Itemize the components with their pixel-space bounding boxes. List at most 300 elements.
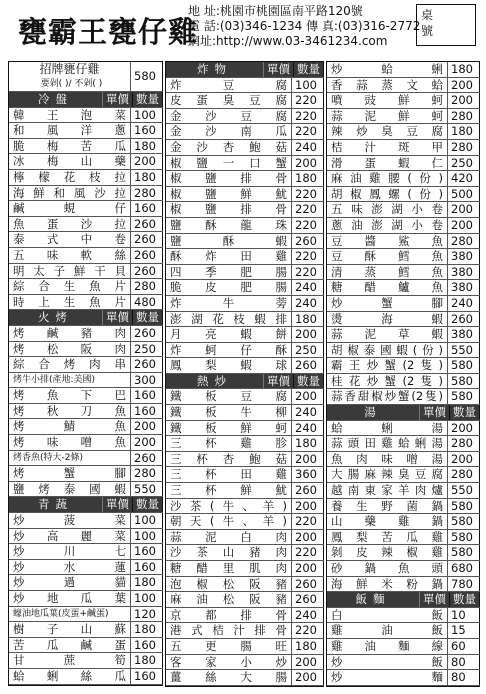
menu-item-price: 420 [448,171,480,186]
menu-item[interactable] [166,436,324,452]
menu-item[interactable] [9,482,163,498]
menu-item[interactable] [166,124,324,140]
menu-item-name: 三杯田雞 [166,467,292,482]
menu-item[interactable] [9,342,163,358]
menu-item[interactable] [9,217,163,233]
menu-item-price: 240 [292,140,324,155]
section-header-2-22 [327,405,480,421]
website-line: 網址:http://www.03-3461234.com [188,34,388,48]
menu-item-name: 綜合生魚片 [9,279,131,294]
menu-item[interactable] [166,545,324,561]
menu-item-price: 260 [292,592,324,607]
menu-item-name: 鐵板牛柳 [166,405,292,420]
menu-item[interactable] [9,451,163,467]
menu-item[interactable] [327,140,480,156]
menu-item-price: 500 [448,187,480,202]
menu-item[interactable] [327,623,480,639]
menu-item-price: 180 [131,139,163,154]
menu-item[interactable] [9,154,163,170]
menu-item-price: 380 [448,327,480,342]
menu-item[interactable] [166,156,324,172]
menu-item-price: 200 [131,419,163,434]
section-title: 冷盤 [9,92,103,107]
menu-item[interactable] [9,264,163,280]
menu-item-name: 鐵板鮮蚵 [166,421,292,436]
signature-dish-row[interactable] [9,62,163,92]
menu-item-price: 180 [131,653,163,668]
menu-item-name: 雞油麵線 [327,639,448,654]
menu-item[interactable] [166,499,324,515]
menu-item[interactable] [166,561,324,577]
menu-item-price: 550 [448,343,480,358]
menu-item-price: 240 [292,608,324,623]
menu-item-price: 280 [448,467,480,482]
menu-item[interactable] [327,608,480,624]
menu-item-name: 蒜泥草蝦 [327,327,448,342]
menu-item[interactable] [9,326,163,342]
menu-item[interactable] [327,483,480,499]
menu-item-price: 180 [292,436,324,451]
menu-item[interactable] [166,467,324,483]
menu-item[interactable] [166,93,324,109]
menu-item-price: 380 [448,280,480,295]
menu-item-name: 鹽酥蝦 [166,234,292,249]
menu-item-name: 蠔油地瓜葉(皮蛋+鹹蛋) [9,607,131,622]
menu-item-price: 200 [448,78,480,93]
menu-item-price: 200 [448,421,480,436]
menu-item-name: 椒鹽一口蟹 [166,156,292,171]
menu-item-name: 脆皮肥腸 [166,280,292,295]
menu-item[interactable] [166,140,324,156]
menu-item-price: 260 [131,326,163,341]
menu-item[interactable] [9,419,163,435]
menu-item-name: 烤香魚(特大-2條) [9,451,131,466]
menu-item[interactable] [166,655,324,671]
menu-column-1 [8,61,163,686]
menu-item[interactable] [9,139,163,155]
menu-item-price: 160 [131,388,163,403]
menu-item[interactable] [327,530,480,546]
menu-item-name: 養生野菌鍋 [327,499,448,514]
menu-item-name: 炒過貓 [9,575,131,590]
menu-item-name: 越南東家羊肉爐 [327,483,448,498]
menu-item-name: 炒麵 [327,670,448,685]
menu-item-name: 鳳梨蝦球 [166,358,292,373]
menu-item-name: 烤松阪肉 [9,342,131,357]
qty-header: 數量 [450,405,480,420]
menu-item[interactable] [9,653,163,669]
menu-item[interactable] [327,545,480,561]
menu-item-price: 280 [131,279,163,294]
menu-item[interactable] [166,358,324,374]
menu-item-name: 韓王泡菜 [9,108,131,123]
restaurant-logo-title: 甕霸王甕仔雞 [18,15,199,49]
menu-item[interactable] [327,561,480,577]
menu-item-name: 椒鹽排骨 [166,202,292,217]
menu-item[interactable] [327,452,480,468]
menu-item-price: 220 [292,109,324,124]
table-number-box[interactable]: 桌 號 [416,4,476,46]
menu-item[interactable] [327,436,480,452]
menu-item-price: 160 [131,201,163,216]
menu-item-price: 240 [292,421,324,436]
menu-item-price: 100 [131,513,163,528]
menu-item[interactable] [166,296,324,312]
qty-header: 數量 [450,592,480,607]
menu-item-name: 檸檬花枝拉 [9,170,131,185]
menu-item[interactable] [327,202,480,218]
menu-item[interactable] [166,608,324,624]
menu-item[interactable] [166,483,324,499]
menu-item[interactable] [9,186,163,202]
menu-item[interactable] [327,280,480,296]
menu-item-name: 豆酥鱈魚 [327,249,448,264]
menu-item[interactable] [327,187,480,203]
menu-item[interactable] [166,78,324,94]
menu-item[interactable] [327,577,480,593]
menu-item-price: 280 [448,140,480,155]
menu-item-name: 糖醋鱸魚 [327,280,448,295]
menu-item[interactable] [166,109,324,125]
menu-item-price: 220 [292,514,324,529]
menu-item-price: 80 [448,670,480,685]
qty-header: 數量 [133,310,163,325]
menu-item-price: 260 [292,234,324,249]
menu-item-price: 100 [131,108,163,123]
menu-item[interactable] [166,670,324,686]
menu-item[interactable] [166,171,324,187]
menu-item-price: 380 [448,265,480,280]
menu-item-name: 烤蟹腳 [9,466,131,481]
menu-item-price: 100 [131,591,163,606]
qty-header: 數量 [133,92,163,107]
menu-item-price: 160 [131,638,163,653]
menu-item-price: 220 [292,218,324,233]
menu-item-price: 580 [448,358,480,373]
menu-item-price: 200 [292,670,324,685]
menu-item[interactable] [9,560,163,576]
price-header: 單價 [420,405,450,420]
menu-item[interactable] [327,218,480,234]
menu-item-name: 魚蛋沙拉 [9,217,131,232]
price-header: 單價 [103,310,133,325]
menu-item[interactable] [9,232,163,248]
price-header: 單價 [420,592,450,607]
menu-item[interactable] [327,670,480,686]
menu-item-price: 220 [292,202,324,217]
menu-item-name: 麻油雞腰(份) [327,171,448,186]
menu-item[interactable] [166,405,324,421]
menu-item[interactable] [327,62,480,78]
menu-item-name: 三杯杏鮑菇 [166,452,292,467]
menu-item[interactable] [9,201,163,217]
menu-item-price: 380 [448,249,480,264]
menu-item[interactable] [9,591,163,607]
menu-item-name: 蛤蜊湯 [327,421,448,436]
menu-item[interactable] [166,389,324,405]
menu-item-name: 客家小炒 [166,655,292,670]
section-title: 火烤 [9,310,103,325]
phone-line: 電 話:(03)346-1234 傳 真:(03)316-2772 [188,19,421,33]
menu-item-price: 550 [448,483,480,498]
menu-item[interactable] [9,513,163,529]
menu-item-name: 炒水蓮 [9,560,131,575]
section-title: 飯麵 [327,592,420,607]
menu-item[interactable] [166,452,324,468]
menu-item[interactable] [166,421,324,437]
menu-item-price: 580 [448,545,480,560]
menu-item-name: 鐵板豆腐 [166,389,292,404]
menu-item[interactable] [327,312,480,328]
menu-item[interactable] [327,327,480,343]
menu-item[interactable] [327,171,480,187]
menu-item-price: 80 [448,655,480,670]
price-header: 單價 [103,92,133,107]
menu-item-price: 260 [448,312,480,327]
menu-item-name: 烤鯖魚 [9,419,131,434]
menu-item-name: 椒鹽排骨 [166,171,292,186]
menu-item[interactable] [166,592,324,608]
menu-item-name: 炒高麗菜 [9,529,131,544]
menu-item[interactable] [327,343,480,359]
menu-item-name: 炒地瓜葉 [9,591,131,606]
menu-item-name: 蒜香甜椒炒蟹(2隻) [327,389,448,404]
menu-item-name: 沙茶山豬肉 [166,545,292,560]
menu-item[interactable] [166,327,324,343]
menu-item[interactable] [9,529,163,545]
menu-item-name: 五味澎湖小卷 [327,202,448,217]
menu-item[interactable] [166,530,324,546]
menu-item-price: 200 [131,435,163,450]
menu-item[interactable] [9,123,163,139]
menu-item-name: 炸牛蒡 [166,296,292,311]
menu-item-name: 金沙豆腐 [166,109,292,124]
menu-item-name: 蔥油澎湖小卷 [327,218,448,233]
menu-item-price: 220 [292,124,324,139]
menu-item[interactable] [9,435,163,451]
menu-item-name: 三杯雞胗 [166,436,292,451]
menu-item-name: 明太子鮮干貝 [9,264,131,279]
menu-item-price: 240 [292,296,324,311]
menu-item-price: 180 [448,62,480,77]
menu-item-name: 噴豉鮮蚵 [327,93,448,108]
menu-item-name: 朝天(牛、羊) [166,514,292,529]
menu-item[interactable] [9,607,163,623]
menu-item-price: 100 [292,78,324,93]
menu-item-price: 200 [292,561,324,576]
menu-item[interactable] [327,234,480,250]
menu-item-price: 180 [131,622,163,637]
menu-item[interactable] [327,156,480,172]
price-header: 單價 [264,374,294,389]
menu-item-price: 240 [292,405,324,420]
menu-item-price: 240 [448,296,480,311]
menu-item[interactable] [9,108,163,124]
menu-item[interactable] [166,218,324,234]
menu-item[interactable] [9,669,163,685]
menu-item[interactable] [9,357,163,373]
menu-item[interactable] [9,279,163,295]
menu-item-name: 月亮蝦餅 [166,327,292,342]
menu-item-price: 15 [448,623,480,638]
address-line: 地 址:桃園市桃園區南平路120號 [188,4,363,18]
menu-item-price: 180 [292,639,324,654]
menu-item[interactable] [327,514,480,530]
menu-item-price: 480 [131,295,163,310]
menu-header [0,0,486,60]
menu-item-price: 220 [292,187,324,202]
menu-item-name: 炒蛤蜊 [327,62,448,77]
menu-item[interactable] [166,312,324,328]
menu-item-price: 160 [131,123,163,138]
menu-item-name: 港式桔汁排骨 [166,623,292,638]
menu-item[interactable] [327,374,480,390]
menu-item-price: 250 [448,156,480,171]
menu-item[interactable] [166,343,324,359]
menu-item-name: 清蒸鱈魚 [327,265,448,280]
menu-item[interactable] [166,623,324,639]
menu-item-price: 280 [131,466,163,481]
menu-item[interactable] [9,404,163,420]
menu-item-name: 糖醋里肌肉 [166,561,292,576]
menu-item-name: 烤牛小排(產地:美國) [9,373,131,388]
menu-item-name: 烤魚下巴 [9,388,131,403]
menu-item-name: 砂鍋魚頭 [327,561,448,576]
menu-item[interactable] [9,248,163,264]
menu-item[interactable] [327,389,480,405]
menu-item-price: 680 [448,561,480,576]
menu-item-price: 280 [448,109,480,124]
menu-item[interactable] [327,109,480,125]
menu-item-price: 200 [448,452,480,467]
menu-item[interactable] [9,544,163,560]
contact-info [188,4,420,49]
menu-item-price: 200 [292,452,324,467]
qty-header: 數量 [133,497,163,512]
menu-item[interactable] [166,514,324,530]
menu-item-name: 澎湖花枝蝦排 [166,312,292,327]
menu-item[interactable] [166,280,324,296]
menu-item[interactable] [327,358,480,374]
menu-item-price: 260 [292,483,324,498]
menu-item[interactable] [327,421,480,437]
menu-item[interactable] [9,373,163,389]
menu-item-name: 海鮮和風沙拉 [9,186,131,201]
menu-item-price: 240 [292,280,324,295]
menu-item-price: 180 [292,171,324,186]
menu-item[interactable] [327,639,480,655]
signature-dish-price: 580 [131,62,163,91]
menu-item-price: 220 [292,249,324,264]
menu-item[interactable] [327,93,480,109]
menu-item-price: 220 [292,623,324,638]
menu-item[interactable] [9,466,163,482]
menu-item-name: 鹽烤泰國蝦 [9,482,131,497]
menu-item-price: 180 [448,124,480,139]
menu-item[interactable] [166,202,324,218]
menu-item-price: 200 [448,218,480,233]
menu-item-price: 200 [448,93,480,108]
menu-column-2 [165,61,324,687]
menu-item[interactable] [9,388,163,404]
menu-item[interactable] [9,170,163,186]
menu-item[interactable] [327,249,480,265]
menu-item-price: 200 [292,327,324,342]
menu-item-price: 200 [292,156,324,171]
menu-item-price: 260 [131,248,163,263]
menu-item-price: 580 [448,374,480,389]
menu-item-name: 胡椒泰國蝦(份) [327,343,448,358]
menu-item-name: 鹹蜆仔 [9,201,131,216]
menu-item-price: 180 [131,170,163,185]
menu-item-price: 250 [131,342,163,357]
menu-item[interactable] [327,296,480,312]
signature-dish-name: 招牌甕仔雞 [39,62,100,76]
menu-item[interactable] [9,622,163,638]
menu-item-name: 薑絲大腸 [166,670,292,685]
menu-item[interactable] [166,249,324,265]
menu-item-price: 160 [131,669,163,684]
menu-item-price: 120 [131,607,163,622]
section-title: 炸物 [166,62,264,77]
menu-item[interactable] [9,575,163,591]
menu-item[interactable] [166,577,324,593]
menu-item[interactable] [9,638,163,654]
menu-item[interactable] [327,124,480,140]
menu-item[interactable] [166,187,324,203]
menu-item-price: 260 [131,232,163,247]
menu-item-price: 780 [448,577,480,592]
section-header-0-26 [9,497,163,513]
menu-item[interactable] [9,295,163,311]
menu-item-name: 蒜泥鮮蚵 [327,109,448,124]
menu-item[interactable] [327,467,480,483]
menu-item-price: 580 [448,514,480,529]
menu-item-price: 220 [292,265,324,280]
menu-item-name: 冰梅山藥 [9,154,131,169]
menu-item-price: 260 [131,217,163,232]
section-header-1-0 [166,62,324,78]
menu-item[interactable] [327,265,480,281]
menu-item-price: 260 [131,264,163,279]
menu-item-name: 豆醬鯊魚 [327,234,448,249]
menu-item-price: 360 [292,467,324,482]
menu-item[interactable] [327,499,480,515]
menu-item-name: 京都排骨 [166,608,292,623]
menu-item-name: 時上生魚片 [9,295,131,310]
menu-item[interactable] [166,639,324,655]
menu-item[interactable] [166,265,324,281]
menu-item-name: 和風洋蔥 [9,123,131,138]
section-header-2-34 [327,592,480,608]
menu-item-name: 烤味噌魚 [9,435,131,450]
menu-item[interactable] [327,78,480,94]
menu-item-name: 脆梅苦瓜 [9,139,131,154]
menu-item-price: 580 [448,389,480,404]
menu-item-price: 300 [131,373,163,388]
menu-item[interactable] [327,655,480,671]
menu-item-name: 桂花炒蟹(2隻) [327,374,448,389]
menu-item-price: 10 [448,608,480,623]
menu-item[interactable] [166,234,324,250]
menu-item-name: 酥炸田雞 [166,249,292,264]
menu-item-name: 海鮮米粉鍋 [327,577,448,592]
menu-item-name: 沙茶(牛、羊) [166,499,292,514]
menu-item-price: 260 [131,451,163,466]
qty-header: 數量 [294,374,324,389]
menu-item-name: 綜合烤肉串 [9,357,131,372]
menu-item-price: 580 [448,530,480,545]
